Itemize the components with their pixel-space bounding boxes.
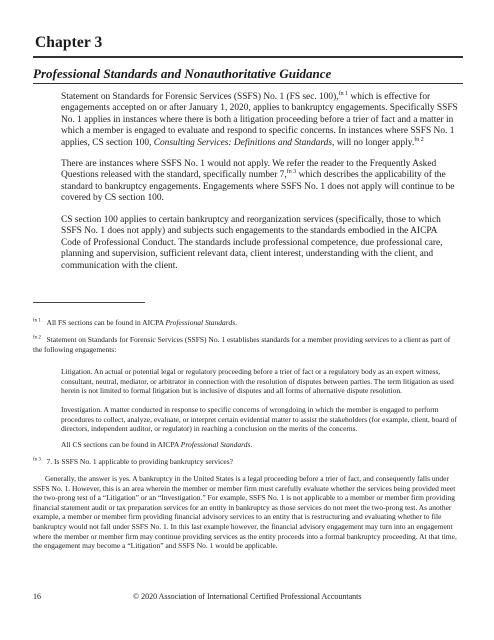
footnote-3-question: 7. Is SSFS No. 1 applicable to providing bankruptcy services?	[46, 457, 233, 466]
definition-litigation-text: Litigation. An actual or potential legal or regulatory proceeding before a trier of fact or a regulatory body as an expert witness, consultant, neutral, mediator, or arbitrator in connection with the resolution of disputes between parties. The term litigation as used herein is not limited to formal litigation but is inclusive of disputes and all forms of alternative dispute resolution.	[61, 367, 454, 396]
paragraph-3	[61, 215, 459, 272]
cs-sections-note	[61, 440, 461, 450]
chapter-rule	[33, 56, 463, 58]
footnote-2-mark: fn 2	[33, 335, 41, 341]
chapter-heading: Chapter 3	[35, 34, 103, 51]
paragraph-1	[61, 92, 459, 149]
footnote-3-mark: fn 3	[33, 457, 41, 463]
paragraph-2-text-a: There are instances where SSFS No. 1 would not apply. We refer the reader to the Frequently Asked Questions released with the standard, specifically number 7,	[61, 159, 437, 181]
footnote-1-mark: fn 1	[33, 318, 41, 324]
definition-investigation	[61, 405, 461, 434]
footnote-3	[33, 457, 461, 467]
definition-investigation-text: Investigation. A matter conducted in response to specific concerns of wrongdoing in which the member is engaged to perform procedures to collect, analyze, evaluate, or interpret certain evidential matter to assist the stakeholders (for example, client, board of directors, independent auditor, or regulator) in reaching a conclusion on the merits of the concerns.	[61, 405, 457, 434]
section-rule	[33, 83, 463, 84]
section-title: Professional Standards and Nonauthoritative Guidance	[33, 66, 332, 81]
copyright-notice: © 2020 Association of International Certified Professional Accountants	[133, 592, 362, 601]
cs-sections-text: All CS sections can be found in AICPA	[61, 440, 181, 449]
footnote-ref-1: fn 1	[338, 90, 349, 97]
footnote-ref-3: fn 3	[286, 169, 297, 176]
paragraph-1-text-c: , will no longer apply.	[332, 137, 415, 148]
paragraph-2	[61, 159, 459, 205]
footnote-2	[33, 335, 461, 354]
footnote-3-answer	[33, 474, 461, 551]
cs-sections-end: .	[250, 440, 253, 449]
footnote-1	[33, 318, 461, 328]
footnote-ref-2: fn 2	[414, 136, 424, 143]
footnote-3-answer-text: Generally, the answer is yes. A bankruptcy in the United States is a legal proceeding before a trier of fact, and consequently falls under SSFS No. 1. However, this is an area wherein the member or member firm must carefully evaluate whether the services being provided meet the two-prong test of a “Litigation” or an “Investigation.” For example, SSFS No. 1 is not applicable to a member or member firm providing financial statement audit or tax preparation services for an entity in bankruptcy as those services do not meet the two-prong test. As another example, a member or member firm providing financial advisory services to an entity that is restructuring and evaluating whether to file bankruptcy would not fall under SSFS No. 1. In this last example however, the financial advisory engagement may turn into an engagement where the member or member firm may continue providing services as the entity proceeds into a formal bankruptcy proceeding. At that time, the engagement may become a “Litigation” and SSFS No. 1 would be applicable.	[33, 474, 457, 551]
paragraph-1-text-b: which is effective for engagements accepted on or after January 1, 2020, applies to bankruptcy engagements. Specifically SSFS No. 1 applies in instances where there is both a litigation proceeding before a trier of fact and a matter in which a member is engaged to evaluate and respond to specific concerns. In instances where SSFS No. 1 applies, CS section 100,	[61, 92, 458, 148]
footnote-2-text: Statement on Standards for Forensic Services (SSFS) No. 1 establishes standards for a member providing services to a client as part of the following engagements:	[33, 335, 451, 354]
footnote-1-text: All FS sections can be found in AICPA	[46, 318, 166, 327]
footnote-1-end: .	[235, 318, 237, 327]
definition-litigation	[61, 367, 461, 396]
footnote-1-italic: Professional Standards	[165, 318, 236, 327]
paragraph-3-text: CS section 100 applies to certain bankruptcy and reorganization services (specifically, those to which SSFS No. 1 does not apply) and subjects such engagements to the standards embodied in the AICPA Code of Professional Conduct. The standards include professional competence, due professional care, planning and supervision, sufficient relevant data, client interest, understanding with the client, and communication with the client.	[61, 215, 443, 271]
paragraph-1-italic-title: Consulting Services: Definitions and Standards	[153, 137, 332, 148]
paragraph-2-text-b: which describes the applicability of the standard to bankruptcy engagements. Engagements where SSFS No. 1 does not apply will continue to be covered by CS section 100.	[61, 170, 455, 204]
paragraph-1-text-a: Statement on Standards for Forensic Services (SSFS) No. 1 (FS sec. 100),	[61, 92, 339, 102]
page-number: 16	[33, 592, 41, 601]
cs-sections-italic: Professional Standards	[180, 440, 251, 449]
footnote-separator	[33, 302, 145, 303]
